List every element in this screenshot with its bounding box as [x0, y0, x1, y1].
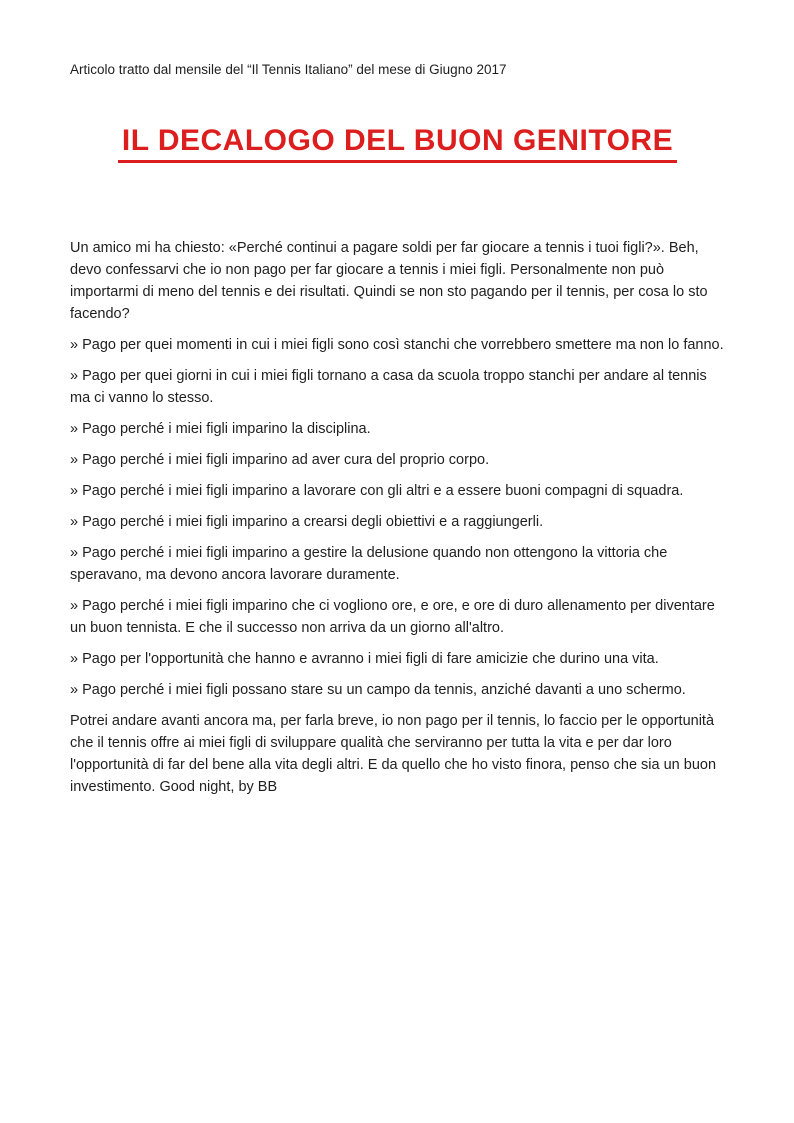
- paragraph-item-2: » Pago per quei giorni in cui i miei figli tornano a casa da scuola troppo stanchi per andare al tennis ma ci vanno lo stesso.: [70, 368, 707, 406]
- source-line: Articolo tratto dal mensile del “Il Tennis Italiano” del mese di Giugno 2017: [70, 62, 507, 77]
- paragraph-item-1: » Pago per quei momenti in cui i miei figli sono così stanchi che vorrebbero smettere ma non lo fanno.: [70, 337, 724, 353]
- paragraph-item-10: » Pago perché i miei figli possano stare su un campo da tennis, anziché davanti a uno schermo.: [70, 682, 686, 698]
- paragraph-item-7: » Pago perché i miei figli imparino a gestire la delusione quando non ottengono la vittoria che speravano, ma devono ancora lavorare duramente.: [70, 545, 668, 583]
- paragraph-intro: Un amico mi ha chiesto: «Perché continui a pagare soldi per far giocare a tennis i tuoi figli?». Beh, devo confessarvi che io non pago per far giocare a tennis i miei figli. Personalmente non può importarmi di meno del tennis e dei risultati. Quindi se non sto pagando per il tennis, per cosa lo sto facendo?: [70, 240, 708, 322]
- paragraph-item-4: » Pago perché i miei figli imparino ad aver cura del proprio corpo.: [70, 452, 490, 468]
- paragraph-item-9: » Pago per l'opportunità che hanno e avranno i miei figli di fare amicizie che durino una vita.: [70, 651, 659, 667]
- paragraph-item-8: » Pago perché i miei figli imparino che ci vogliono ore, e ore, e ore di duro allenamento per diventare un buon tennista. E che il successo non arriva da un giorno all'altro.: [70, 598, 715, 636]
- paragraph-item-3: » Pago perché i miei figli imparino la disciplina.: [70, 421, 371, 437]
- paragraph-item-5: » Pago perché i miei figli imparino a lavorare con gli altri e a essere buoni compagni di squadra.: [70, 483, 684, 499]
- paragraph-conclusion: Potrei andare avanti ancora ma, per farla breve, io non pago per il tennis, lo faccio per le opportunità che il tennis offre ai miei figli di sviluppare qualità che serviranno per tutta la vita e per dar loro l'opportunità di far del bene alla vita degli altri. E da quello che ho visto finora, penso che sia un buon investimento. Good night, by BB: [70, 713, 717, 795]
- paragraph-item-6: » Pago perché i miei figli imparino a crearsi degli obiettivi e a raggiungerli.: [70, 514, 544, 530]
- article-body: [70, 237, 725, 798]
- article-title: [70, 124, 725, 163]
- article-title-text: IL DECALOGO DEL BUON GENITORE: [118, 124, 677, 163]
